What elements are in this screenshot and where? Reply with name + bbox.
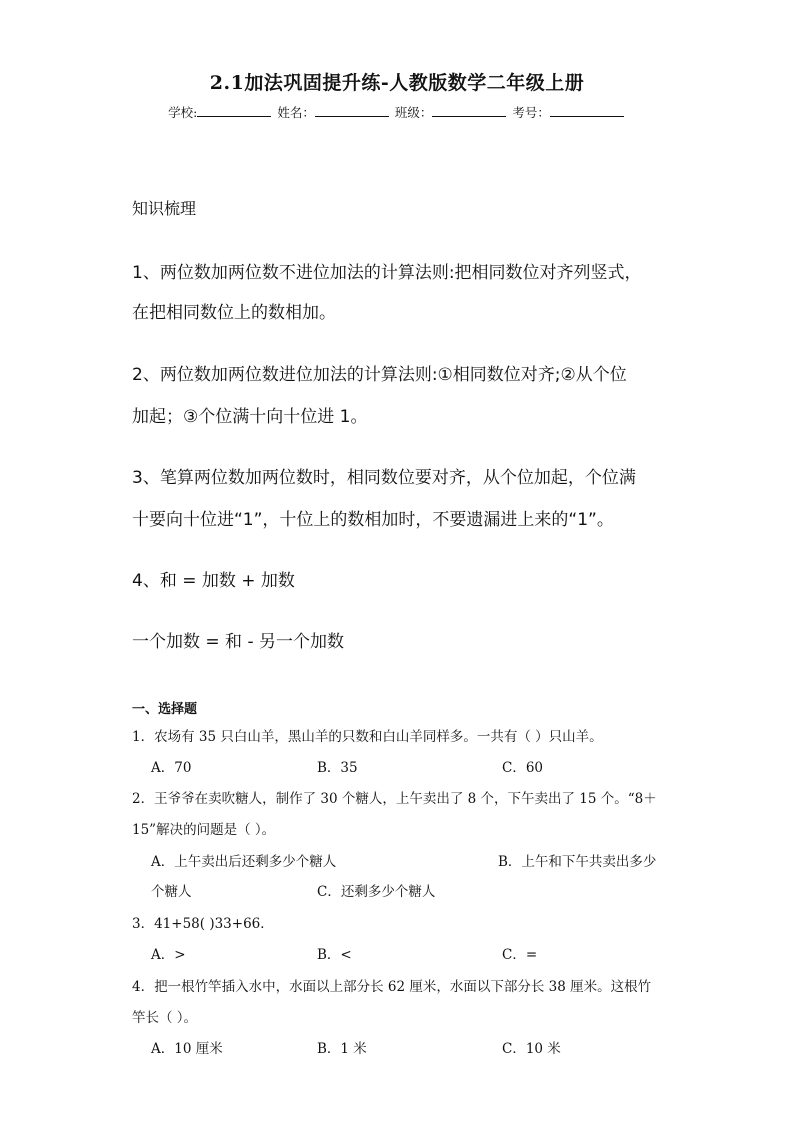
question-3-text: 3．41+58( )33+66． — [132, 916, 274, 932]
class-blank[interactable] — [432, 104, 506, 117]
question-3-option-c[interactable]: C．= — [502, 947, 538, 963]
knowledge-heading: 知识梳理 — [132, 199, 197, 218]
question-2-option-c[interactable]: C．还剩多少个糖人 — [317, 884, 436, 900]
rule-3-line-1: 3、笔算两位数加两位数时，相同数位要对齐，从个位加起，个位满 — [132, 468, 636, 488]
name-blank[interactable] — [315, 104, 389, 117]
page-title: 2.1加法巩固提升练-人教版数学二年级上册 — [209, 72, 585, 94]
rule-2-line-2: 加起；③个位满十向十位进 1。 — [132, 407, 368, 427]
question-4-text-line-2: 竿长（ ）。 — [132, 1010, 198, 1026]
exam-number-blank[interactable] — [550, 104, 624, 117]
question-1-option-c[interactable]: C．60 — [502, 760, 544, 776]
rule-5: 一个加数 = 和 - 另一个加数 — [132, 632, 344, 652]
school-label: 学校: — [168, 105, 198, 120]
question-3-option-b[interactable]: B．< — [317, 947, 352, 963]
rule-1-line-1: 1、两位数加两位数不进位加法的计算法则:把相同数位对齐列竖式， — [132, 263, 642, 283]
school-blank[interactable] — [197, 104, 271, 117]
question-2-option-a[interactable]: A．上午卖出后还剩多少个糖人 — [151, 854, 337, 870]
rule-1-line-2: 在把相同数位上的数相加。 — [132, 303, 336, 323]
name-label: 姓名： — [277, 105, 315, 120]
question-4-option-b[interactable]: B．1 米 — [317, 1041, 367, 1057]
section-heading-choice: 一、选择题 — [132, 702, 198, 717]
question-1-option-b[interactable]: B．35 — [317, 760, 358, 776]
exam-number-label: 考号： — [512, 105, 550, 120]
question-4-option-c[interactable]: C．10 米 — [502, 1041, 561, 1057]
question-1-option-a[interactable]: A．70 — [151, 760, 192, 776]
question-1-text: 1．农场有 35 只白山羊，黑山羊的只数和白山羊同样多。一共有（ ）只山羊。 — [132, 729, 603, 745]
question-4-option-a[interactable]: A．10 厘米 — [151, 1041, 223, 1057]
rule-4: 4、和 = 加数 + 加数 — [132, 571, 295, 591]
question-2-option-b-continued[interactable]: 个糖人 — [151, 884, 192, 900]
student-info-line — [0, 103, 794, 121]
question-2-text-line-1: 2．王爷爷在卖吹糖人，制作了 30 个糖人，上午卖出了 8 个，下午卖出了 15 个。“8＋ — [132, 791, 657, 807]
class-label: 班级： — [394, 105, 433, 120]
rule-3-line-2: 十要向十位进“1”，十位上的数相加时，不要遗漏进上来的“1”。 — [132, 510, 614, 530]
question-3-option-a[interactable]: A．> — [151, 947, 186, 963]
question-4-text-line-1: 4．把一根竹竿插入水中，水面以上部分长 62 厘米，水面以下部分长 38 厘米。这根竹 — [132, 979, 652, 995]
question-2-text-line-2: 15”解决的问题是（ ）。 — [132, 822, 276, 838]
question-2-option-b[interactable]: B．上午和下午共卖出多少 — [498, 854, 657, 870]
rule-2-line-1: 2、两位数加两位数进位加法的计算法则:①相同数位对齐;②从个位 — [132, 365, 627, 385]
